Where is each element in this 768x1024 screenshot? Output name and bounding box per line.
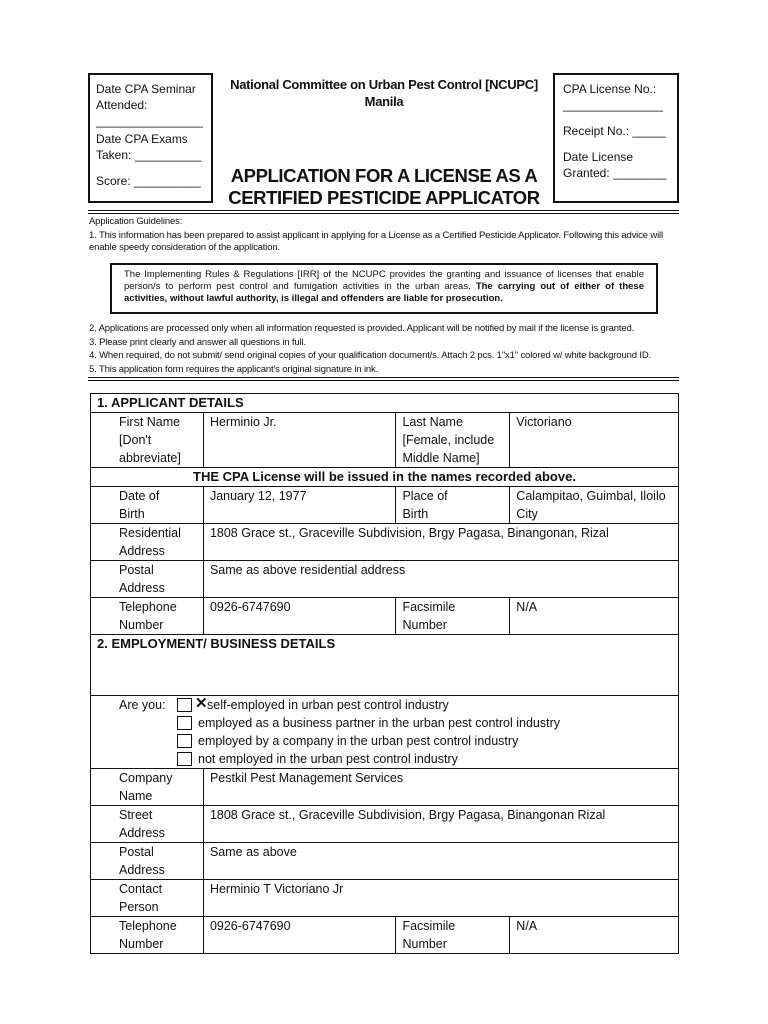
office-use-left-box [88, 73, 213, 203]
table-row [91, 806, 679, 843]
table-row [91, 468, 679, 487]
table-row [91, 524, 679, 561]
are-you-label: Are you: [119, 698, 166, 712]
telephone-label: Telephone Number [91, 598, 204, 635]
license-number-field: CPA License No.: _______________ [563, 82, 664, 112]
option-not-employed[interactable] [177, 750, 560, 768]
employment-details-heading: 2. EMPLOYMENT/ BUSINESS DETAILS [91, 635, 679, 696]
exam-date-field: Date CPA Exams Taken: __________ [96, 132, 202, 162]
date-of-birth-value[interactable]: January 12, 1977 [203, 487, 396, 524]
table-row [91, 598, 679, 635]
street-address-value[interactable]: 1808 Grace st., Graceville Subdivision, Brgy Pagasa, Binangonan Rizal [203, 806, 678, 843]
first-name-value[interactable]: Herminio Jr. [203, 413, 396, 468]
table-row [91, 413, 679, 468]
company-name-label: Company Name [91, 769, 204, 806]
guideline-item-3: 3. Please print clearly and answer all questions in full. [89, 336, 306, 348]
seminar-date-field: Date CPA Seminar Attended: ________________ [96, 82, 203, 128]
facsimile-label: Facsimile Number [396, 598, 510, 635]
divider [88, 377, 679, 378]
guideline-item-5: 5. This application form requires the applicant's original signature in ink. [89, 363, 379, 375]
table-row [91, 561, 679, 598]
place-of-birth-value[interactable]: Calampitao, Guimbal, Iloilo City [510, 487, 679, 524]
last-name-value[interactable]: Victoriano [510, 413, 679, 468]
guideline-item-1: 1. This information has been prepared to assist applicant in applying for a License as a Certified Pesticide Applicator. Following this advice will enable speedy consideration of the application. [89, 230, 663, 253]
guideline-item-4: 4. When required, do not submit/ send original copies of your qualification document/s. Attach 2 pcs. 1"x1" colored w/ white background ID. [89, 350, 652, 361]
license-granted-field: Date License Granted: ________ [563, 150, 667, 180]
last-name-label: Last Name [Female, include Middle Name] [396, 413, 510, 468]
score-field: Score: __________ [96, 174, 201, 188]
business-facsimile-value[interactable]: N/A [510, 917, 679, 954]
postal-address-value[interactable]: Same as above residential address [203, 561, 678, 598]
guideline-item-2: 2. Applications are processed only when all information requested is provided. Applicant will be notified by mail if the license is granted. [89, 323, 635, 334]
date-of-birth-label: Date of Birth [91, 487, 204, 524]
section-header-row [91, 394, 679, 413]
option-label: not employed in the urban pest control industry [198, 752, 458, 766]
form-title: APPLICATION FOR A LICENSE AS A CERTIFIED PESTICIDE APPLICATOR [228, 165, 540, 208]
checkbox[interactable] [177, 752, 192, 766]
business-postal-value[interactable]: Same as above [203, 843, 678, 880]
receipt-number-field: Receipt No.: _____ [563, 124, 666, 138]
business-facsimile-label: Facsimile Number [396, 917, 510, 954]
applicant-details-heading: 1. APPLICANT DETAILS [91, 394, 679, 413]
option-label: employed by a company in the urban pest control industry [198, 734, 519, 748]
business-postal-label: Postal Address [91, 843, 204, 880]
check-mark-icon: ✕ [195, 695, 208, 712]
table-row [91, 917, 679, 954]
telephone-value[interactable]: 0926-6747690 [203, 598, 396, 635]
residential-address-value[interactable]: 1808 Grace st., Graceville Subdivision, Brgy Pagasa, Binangonan, Rizal [203, 524, 678, 561]
option-self-employed[interactable] [177, 696, 560, 714]
option-company-employed[interactable] [177, 732, 560, 750]
facsimile-value[interactable]: N/A [510, 598, 679, 635]
table-row [91, 769, 679, 806]
section-header-row [91, 635, 679, 696]
table-row [91, 880, 679, 917]
guidelines-heading: Application Guidelines: [89, 216, 183, 227]
table-row [91, 696, 679, 769]
place-of-birth-label: Place of Birth [396, 487, 510, 524]
business-telephone-value[interactable]: 0926-6747690 [203, 917, 396, 954]
option-business-partner[interactable] [177, 714, 560, 732]
checkbox[interactable] [177, 695, 208, 712]
postal-address-label: Postal Address [91, 561, 204, 598]
application-form-table [90, 393, 679, 954]
residential-address-label: Residential Address [91, 524, 204, 561]
company-name-value[interactable]: Pestkil Pest Management Services [203, 769, 678, 806]
checkbox[interactable] [177, 716, 192, 730]
option-label: self-employed in urban pest control industry [207, 698, 449, 712]
organization-name: National Committee on Urban Pest Control [NCUPC] Manila [230, 77, 538, 109]
table-row [91, 843, 679, 880]
street-address-label: Street Address [91, 806, 204, 843]
guidelines-list [89, 322, 651, 376]
office-use-right-box [553, 73, 679, 203]
first-name-label: First Name [Don't abbreviate] [91, 413, 204, 468]
business-telephone-label: Telephone Number [91, 917, 204, 954]
irr-notice-text: The Implementing Rules & Regulations [IRR] of the NCUPC provides the granting and issuance of licenses that enable person/s to perform pest control and fumigation activities in the urban areas. [124, 269, 644, 292]
irr-warning-text: The carrying out of either of these activities, without lawful authority, is illegal and offenders are liable for prosecution. [124, 281, 644, 304]
option-label: employed as a business partner in the urban pest control industry [198, 716, 561, 730]
table-row [91, 487, 679, 524]
divider [88, 210, 679, 211]
checkbox[interactable] [177, 734, 192, 748]
divider [88, 213, 679, 214]
contact-person-label: Contact Person [91, 880, 204, 917]
license-name-notice: THE CPA License will be issued in the names recorded above. [91, 468, 679, 487]
employment-options [177, 696, 560, 768]
contact-person-value[interactable]: Herminio T Victoriano Jr [203, 880, 678, 917]
divider [88, 380, 679, 381]
irr-notice-box [110, 263, 658, 314]
